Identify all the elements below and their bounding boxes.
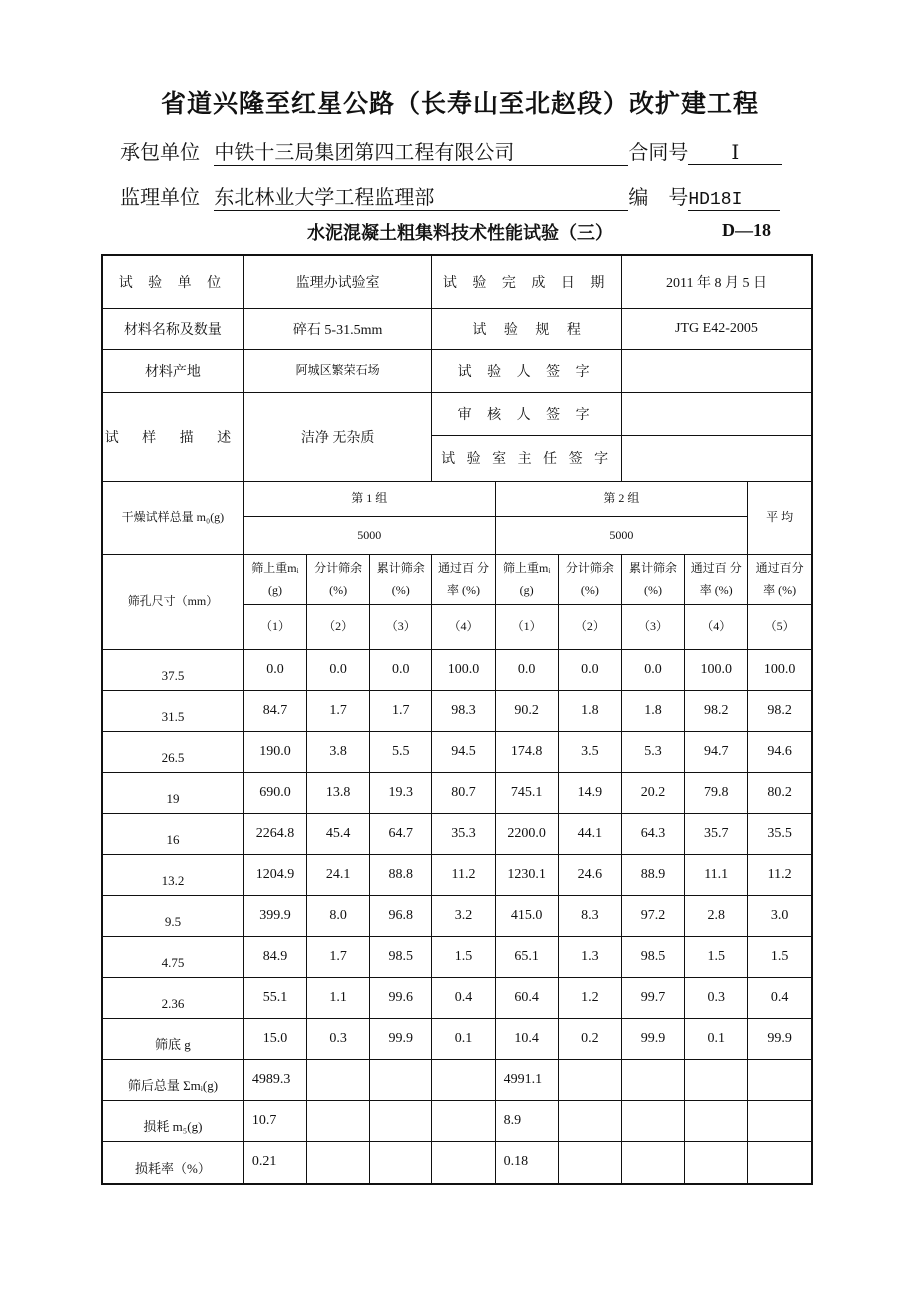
value-cell: 13.8 <box>307 772 370 813</box>
column-header: 累计筛余 (%) <box>370 554 432 604</box>
value-cell <box>432 1059 495 1100</box>
value-cell <box>432 1141 495 1184</box>
value-cell: 5.3 <box>621 731 684 772</box>
value-cell <box>621 1141 684 1184</box>
column-header: 通过百 分率 (%) <box>432 554 495 604</box>
value-cell: 65.1 <box>495 936 558 977</box>
director-signature <box>621 435 812 481</box>
value-cell: 2200.0 <box>495 813 558 854</box>
value-cell: 94.5 <box>432 731 495 772</box>
sieve-size-cell: 损耗 m₅(g) <box>102 1100 243 1141</box>
origin-label: 材料产地 <box>102 349 243 392</box>
table-row <box>102 731 812 772</box>
table-row <box>102 690 812 731</box>
value-cell: 399.9 <box>243 895 306 936</box>
value-cell: 1.2 <box>558 977 621 1018</box>
value-cell: 0.4 <box>432 977 495 1018</box>
value-cell: 4991.1 <box>495 1059 558 1100</box>
value-cell: 3.2 <box>432 895 495 936</box>
value-cell: 1.8 <box>621 690 684 731</box>
value-cell: 8.0 <box>307 895 370 936</box>
value-cell <box>748 1100 812 1141</box>
value-cell: 100.0 <box>748 649 812 690</box>
value-cell: 96.8 <box>370 895 432 936</box>
value-cell: 3.8 <box>307 731 370 772</box>
sieve-data-body <box>102 649 812 1184</box>
value-cell: 15.0 <box>243 1018 306 1059</box>
value-cell: 2.8 <box>685 895 748 936</box>
value-cell: 98.2 <box>748 690 812 731</box>
spec-value: JTG E42-2005 <box>621 308 812 349</box>
average-label: 平 均 <box>748 481 812 554</box>
table-row <box>102 772 812 813</box>
group2-label: 第 2 组 <box>495 481 748 516</box>
value-cell: 0.4 <box>748 977 812 1018</box>
value-cell: 1204.9 <box>243 854 306 895</box>
value-cell: 64.7 <box>370 813 432 854</box>
supervisor-line <box>120 181 780 211</box>
value-cell <box>685 1059 748 1100</box>
column-header: 分计筛余 (%) <box>558 554 621 604</box>
info-row-3 <box>102 349 812 392</box>
test-unit-label: 试 验 单 位 <box>102 255 243 308</box>
value-cell: 5.5 <box>370 731 432 772</box>
value-cell <box>558 1100 621 1141</box>
reviewer-label: 审 核 人 签 字 <box>432 392 622 435</box>
value-cell: 35.5 <box>748 813 812 854</box>
value-cell: 98.5 <box>370 936 432 977</box>
supervisor-value: 东北林业大学工程监理部 <box>214 181 628 211</box>
value-cell <box>621 1059 684 1100</box>
value-cell <box>748 1141 812 1184</box>
value-cell: 8.9 <box>495 1100 558 1141</box>
value-cell <box>558 1059 621 1100</box>
column-number: （1） <box>243 604 306 649</box>
table-row <box>102 977 812 1018</box>
sieve-size-cell: 13.2 <box>102 854 243 895</box>
contractor-value: 中铁十三局集团第四工程有限公司 <box>214 136 628 166</box>
column-header: 通过百 分率 (%) <box>685 554 748 604</box>
value-cell: 415.0 <box>495 895 558 936</box>
info-row-4 <box>102 392 812 435</box>
table-row <box>102 1100 812 1141</box>
column-number: （3） <box>621 604 684 649</box>
column-number: （4） <box>685 604 748 649</box>
sieve-size-cell: 损耗率（%） <box>102 1141 243 1184</box>
serial-label: 编 号 <box>628 185 689 209</box>
contractor-line <box>120 136 782 166</box>
form-subtitle: 水泥混凝土粗集料技术性能试验（三） <box>307 223 613 244</box>
material-value: 碎石 5-31.5mm <box>243 308 432 349</box>
value-cell: 88.8 <box>370 854 432 895</box>
director-label: 试 验 室 主 任 签 字 <box>432 435 622 481</box>
value-cell: 19.3 <box>370 772 432 813</box>
value-cell <box>370 1059 432 1100</box>
value-cell: 2264.8 <box>243 813 306 854</box>
sieve-size-label: 筛孔尺寸（mm） <box>102 554 243 649</box>
value-cell: 3.5 <box>558 731 621 772</box>
sieve-size-cell: 19 <box>102 772 243 813</box>
value-cell: 1.5 <box>685 936 748 977</box>
table-row <box>102 895 812 936</box>
value-cell: 64.3 <box>621 813 684 854</box>
sample-label: 试 样 描 述 <box>102 392 243 481</box>
table-row <box>102 1018 812 1059</box>
value-cell: 1.7 <box>370 690 432 731</box>
column-number: （2） <box>307 604 370 649</box>
value-cell: 11.2 <box>432 854 495 895</box>
reviewer-signature <box>621 392 812 435</box>
value-cell: 8.3 <box>558 895 621 936</box>
value-cell: 0.0 <box>243 649 306 690</box>
value-cell: 0.3 <box>307 1018 370 1059</box>
sieve-size-cell: 9.5 <box>102 895 243 936</box>
value-cell: 0.0 <box>307 649 370 690</box>
value-cell: 35.3 <box>432 813 495 854</box>
info-row-2 <box>102 308 812 349</box>
value-cell: 90.2 <box>495 690 558 731</box>
info-row-1 <box>102 255 812 308</box>
value-cell: 11.2 <box>748 854 812 895</box>
value-cell: 80.7 <box>432 772 495 813</box>
tester-label: 试 验 人 签 字 <box>432 349 622 392</box>
table-row <box>102 813 812 854</box>
value-cell <box>621 1100 684 1141</box>
value-cell: 98.3 <box>432 690 495 731</box>
column-header: 通过百分 率 (%) <box>748 554 812 604</box>
column-header: 筛上重mᵢ (g) <box>243 554 306 604</box>
value-cell: 1.1 <box>307 977 370 1018</box>
value-cell: 80.2 <box>748 772 812 813</box>
test-record-table <box>101 254 813 1185</box>
value-cell: 14.9 <box>558 772 621 813</box>
value-cell: 55.1 <box>243 977 306 1018</box>
value-cell: 745.1 <box>495 772 558 813</box>
column-number: （5） <box>748 604 812 649</box>
spec-label: 试 验 规 程 <box>432 308 622 349</box>
column-number: （3） <box>370 604 432 649</box>
value-cell: 98.2 <box>685 690 748 731</box>
table-row <box>102 854 812 895</box>
value-cell: 1.8 <box>558 690 621 731</box>
column-header: 累计筛余 (%) <box>621 554 684 604</box>
value-cell: 44.1 <box>558 813 621 854</box>
value-cell: 84.9 <box>243 936 306 977</box>
column-header: 分计筛余 (%) <box>307 554 370 604</box>
value-cell: 1.7 <box>307 690 370 731</box>
value-cell: 174.8 <box>495 731 558 772</box>
value-cell: 10.7 <box>243 1100 306 1141</box>
value-cell: 1230.1 <box>495 854 558 895</box>
sieve-size-cell: 16 <box>102 813 243 854</box>
value-cell: 94.6 <box>748 731 812 772</box>
value-cell: 98.5 <box>621 936 684 977</box>
value-cell: 97.2 <box>621 895 684 936</box>
value-cell: 0.18 <box>495 1141 558 1184</box>
test-unit-value: 监理办试验室 <box>243 255 432 308</box>
column-number: （4） <box>432 604 495 649</box>
value-cell: 99.9 <box>621 1018 684 1059</box>
value-cell: 690.0 <box>243 772 306 813</box>
column-header: 筛上重mᵢ (g) <box>495 554 558 604</box>
value-cell: 3.0 <box>748 895 812 936</box>
table-row <box>102 649 812 690</box>
origin-value: 阿城区繁荣石场 <box>243 349 432 392</box>
value-cell: 0.0 <box>558 649 621 690</box>
value-cell <box>307 1100 370 1141</box>
sieve-size-cell: 31.5 <box>102 690 243 731</box>
column-number: （2） <box>558 604 621 649</box>
value-cell: 20.2 <box>621 772 684 813</box>
sieve-size-cell: 筛底 g <box>102 1018 243 1059</box>
value-cell <box>307 1059 370 1100</box>
value-cell: 1.3 <box>558 936 621 977</box>
sieve-size-cell: 筛后总量 Σmᵢ(g) <box>102 1059 243 1100</box>
material-label: 材料名称及数量 <box>102 308 243 349</box>
value-cell: 0.0 <box>370 649 432 690</box>
table-row <box>102 1141 812 1184</box>
value-cell: 1.7 <box>307 936 370 977</box>
group-header-row <box>102 481 812 516</box>
value-cell: 45.4 <box>307 813 370 854</box>
value-cell: 94.7 <box>685 731 748 772</box>
value-cell <box>370 1141 432 1184</box>
value-cell: 190.0 <box>243 731 306 772</box>
contractor-label: 承包单位 <box>120 140 200 164</box>
value-cell: 0.21 <box>243 1141 306 1184</box>
form-code: D—18 <box>722 220 771 240</box>
value-cell: 99.9 <box>748 1018 812 1059</box>
value-cell: 79.8 <box>685 772 748 813</box>
value-cell: 1.5 <box>748 936 812 977</box>
sample-value: 洁净 无杂质 <box>243 392 432 481</box>
tester-signature <box>621 349 812 392</box>
supervisor-label: 监理单位 <box>120 185 200 209</box>
value-cell: 100.0 <box>432 649 495 690</box>
group1-mass: 5000 <box>243 516 495 554</box>
value-cell: 4989.3 <box>243 1059 306 1100</box>
value-cell: 0.0 <box>621 649 684 690</box>
value-cell: 11.1 <box>685 854 748 895</box>
value-cell: 0.1 <box>685 1018 748 1059</box>
sieve-size-cell: 26.5 <box>102 731 243 772</box>
finish-date-value: 2011 年 8 月 5 日 <box>621 255 812 308</box>
value-cell: 24.6 <box>558 854 621 895</box>
value-cell <box>432 1100 495 1141</box>
value-cell <box>558 1141 621 1184</box>
value-cell: 24.1 <box>307 854 370 895</box>
value-cell: 10.4 <box>495 1018 558 1059</box>
value-cell: 0.1 <box>432 1018 495 1059</box>
serial-value: HD18I <box>688 190 780 211</box>
value-cell: 84.7 <box>243 690 306 731</box>
group2-mass: 5000 <box>495 516 748 554</box>
value-cell <box>748 1059 812 1100</box>
value-cell: 100.0 <box>685 649 748 690</box>
table-row <box>102 1059 812 1100</box>
value-cell: 1.5 <box>432 936 495 977</box>
value-cell: 99.9 <box>370 1018 432 1059</box>
value-cell <box>685 1100 748 1141</box>
table-row <box>102 936 812 977</box>
contract-no-label: 合同号 <box>628 140 689 164</box>
sieve-size-cell: 37.5 <box>102 649 243 690</box>
value-cell: 99.6 <box>370 977 432 1018</box>
sieve-size-cell: 2.36 <box>102 977 243 1018</box>
sieve-size-cell: 4.75 <box>102 936 243 977</box>
value-cell: 35.7 <box>685 813 748 854</box>
column-header-row <box>102 554 812 604</box>
document-title: 省道兴隆至红星公路（长寿山至北赵段）改扩建工程 <box>160 89 759 118</box>
value-cell: 88.9 <box>621 854 684 895</box>
contract-no-value: I <box>688 140 782 165</box>
group1-label: 第 1 组 <box>243 481 495 516</box>
value-cell <box>370 1100 432 1141</box>
value-cell: 0.0 <box>495 649 558 690</box>
column-number: （1） <box>495 604 558 649</box>
finish-date-label: 试 验 完 成 日 期 <box>432 255 622 308</box>
value-cell <box>685 1141 748 1184</box>
value-cell <box>307 1141 370 1184</box>
dry-mass-label: 干燥试样总量 m₀(g) <box>102 481 243 554</box>
value-cell: 0.3 <box>685 977 748 1018</box>
value-cell: 99.7 <box>621 977 684 1018</box>
value-cell: 0.2 <box>558 1018 621 1059</box>
value-cell: 60.4 <box>495 977 558 1018</box>
